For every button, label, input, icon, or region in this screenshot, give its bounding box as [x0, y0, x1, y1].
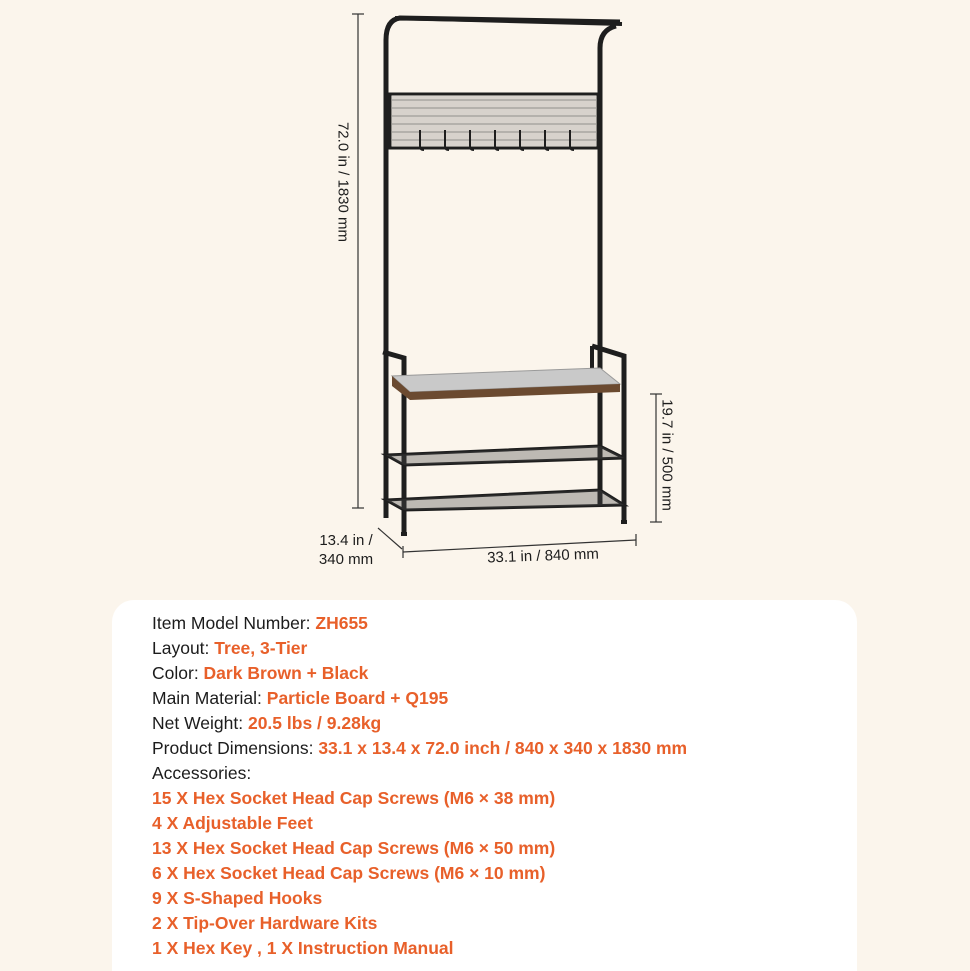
spec-value: Dark Brown + Black [203, 663, 369, 683]
accessory-item: 2 X Tip-Over Hardware Kits [152, 913, 378, 933]
accessory-item: 15 X Hex Socket Head Cap Screws (M6 × 38 mm) [152, 788, 556, 808]
seat-height-dimension-label: 19.7 in / 500 mm [658, 399, 676, 511]
accessory-item: 1 X Hex Key , 1 X Instruction Manual [152, 938, 454, 958]
accessories-heading: Accessories: [152, 763, 252, 783]
spec-layout [152, 636, 687, 661]
spec-value: ZH655 [315, 613, 368, 633]
spec-color [152, 661, 687, 686]
spec-label: Net Weight: [152, 713, 248, 733]
spec-value: Particle Board + Q195 [266, 688, 449, 708]
height-dimension-label: 72.0 in / 1830 mm [334, 121, 352, 243]
spec-label: Layout: [152, 638, 215, 658]
spec-value: 33.1 x 13.4 x 72.0 inch / 840 x 340 x 1830 mm [318, 738, 688, 758]
accessory-item: 6 X Hex Socket Head Cap Screws (M6 × 10 mm) [152, 863, 546, 883]
depth-dimension-label [319, 531, 373, 569]
depth-line-2: 340 mm [318, 551, 374, 568]
spec-material [152, 686, 687, 711]
width-dimension-label: 33.1 in / 840 mm [486, 545, 600, 567]
spec-label: Main Material: [152, 688, 267, 708]
spec-value: Tree, 3-Tier [214, 638, 308, 658]
spec-label: Product Dimensions: [152, 738, 319, 758]
accessory-item: 9 X S-Shaped Hooks [152, 888, 323, 908]
spec-model [152, 611, 687, 636]
dimension-lines [352, 14, 662, 558]
specification-list [152, 611, 687, 961]
spec-value: 20.5 lbs / 9.28kg [247, 713, 382, 733]
spec-dimensions [152, 736, 687, 761]
spec-label: Item Model Number: [152, 613, 316, 633]
accessory-item: 13 X Hex Socket Head Cap Screws (M6 × 50 mm) [152, 838, 556, 858]
spec-weight [152, 711, 687, 736]
spec-label: Color: [152, 663, 204, 683]
accessory-item: 4 X Adjustable Feet [152, 813, 313, 833]
depth-line-1: 13.4 in / [319, 532, 373, 549]
